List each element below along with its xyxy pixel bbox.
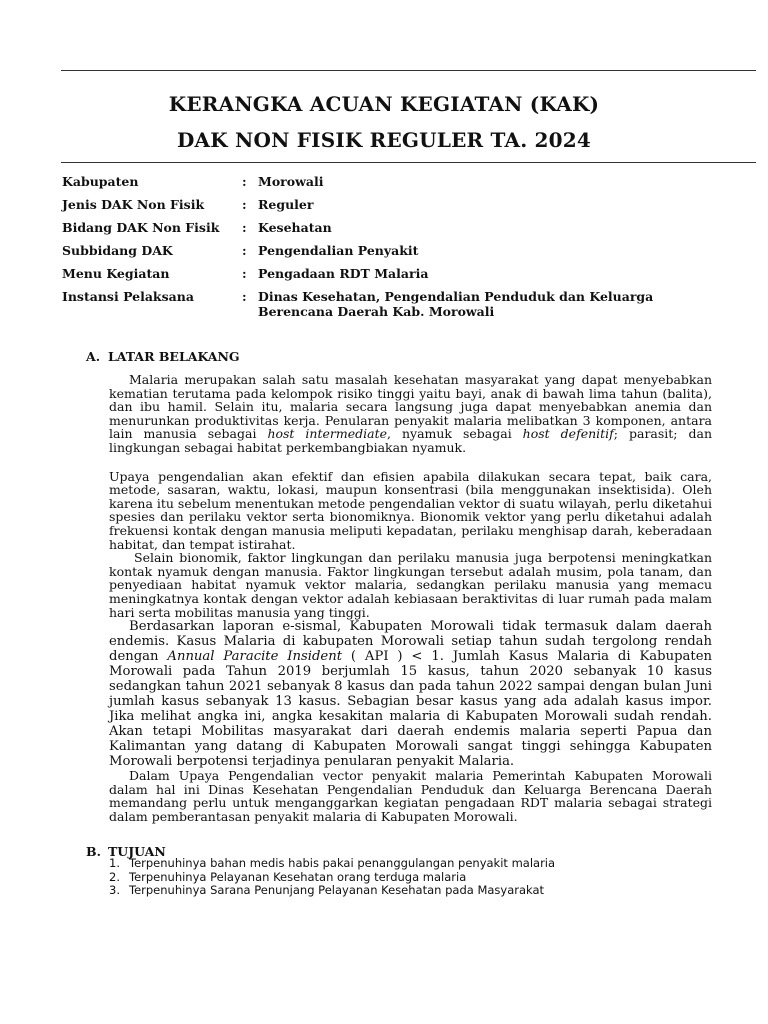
top-rule [61, 70, 756, 71]
meta-value: Pengendalian Penyakit [258, 243, 419, 258]
meta-row-subbidang [62, 243, 742, 266]
meta-row-menu [62, 266, 742, 289]
meta-label: Subbidang DAK [62, 243, 173, 258]
meta-table [62, 174, 742, 323]
meta-colon: : [242, 197, 247, 212]
header-rule [61, 162, 756, 163]
meta-row-kabupaten [62, 174, 742, 197]
paragraph-text: Malaria merupakan salah satu masalah kesehatan masyarakat yang dapat menyebabkan kematian terutama pada kelompok risiko tinggi yaitu bayi, anak di bawah lima tahun (balita), dan ibu hamil. Selain itu, malaria secara langsung juga dapat menyebabkan anemia dan menurunkan produktivitas kerja. Penularan penyakit malaria melibatkan 3 komponen, antara lain manusia sebagai [109, 372, 712, 442]
section-number: B. [86, 844, 101, 859]
meta-value-line2: Berencana Daerah Kab. Morowali [258, 304, 495, 319]
section-a-heading [86, 349, 240, 364]
paragraph-text: Berdasarkan laporan e-sismal, Kabupaten Morowali tidak termasuk dalam daerah endemis. Kasus Malaria di kabupaten Morowali setiap tahun sudah tergolong rendah dengan [109, 619, 712, 665]
meta-row-jenis [62, 197, 742, 220]
paragraph-text: ( API ) < 1. Jumlah Kasus Malaria di Kabupaten Morowali pada Tahun 2019 berjumlah 15 kasus, tahun 2020 sebanyak 10 kasus sedangkan tahun 2021 sebanyak 8 kasus dan pada tahun 2022 sampai dengan bulan Juni jumlah kasus sebanyak 13 kasus. Sebagian besar kasus yang ada adalah kasus impor. Jika melihat angka ini, angka kesakitan malaria di Kabupaten Morowali sudah rendah. Akan tetapi Mobilitas masyarakat dari daerah endemis malaria seperti Papua dan Kalimantan yang datang di Kabupaten Morowali sangat tinggi sehingga Kabupaten Morowali berpotensi terjadinya penularan penyakit Malaria. [109, 649, 712, 770]
meta-value: Pengadaan RDT Malaria [258, 266, 429, 281]
meta-colon: : [242, 220, 247, 235]
meta-value: Kesehatan [258, 220, 332, 235]
list-item [109, 884, 729, 898]
list-item [109, 857, 729, 871]
tujuan-list [109, 857, 729, 898]
meta-value [258, 289, 742, 323]
list-text: Terpenuhinya Sarana Penunjang Pelayanan Kesehatan pada Masyarakat [129, 883, 545, 897]
list-item [109, 871, 729, 885]
meta-row-bidang [62, 220, 742, 243]
meta-colon: : [242, 289, 247, 304]
meta-label: Bidang DAK Non Fisik [62, 220, 220, 235]
section-title: LATAR BELAKANG [108, 349, 240, 364]
paragraph-text: ; parasit; dan lingkungan sebagai habitat perkembangbiakan nyamuk. [109, 426, 712, 455]
list-number: 1. [109, 856, 120, 870]
paragraph-text: , nyamuk sebagai [387, 426, 523, 442]
meta-value: Reguler [258, 197, 314, 212]
meta-label: Menu Kegiatan [62, 266, 170, 281]
document-title: KERANGKA ACUAN KEGIATAN (KAK) [168, 92, 600, 116]
paragraph-4 [109, 619, 712, 769]
list-number: 2. [109, 869, 120, 884]
meta-label: Instansi Pelaksana [62, 289, 194, 304]
paragraph-2: Upaya pengendalian akan efektif dan efisien apabila dilakukan secara tepat, baik cara, metode, sasaran, waktu, lokasi, maupun konsentrasi (bila menggunakan insektisida). Oleh karena itu sebelum menentukan metode pengendalian vektor di suatu wilayah, perlu diketahui spesies dan perilaku vektor serta bionomiknya. Bionomik vektor yang perlu diketahui adalah frekuensi kontak dengan manusia meliputi kepadatan, perilaku menghisap darah, keberadaan habitat, dan tempat istirahat. [109, 468, 712, 552]
meta-value: Morowali [258, 174, 324, 189]
section-number: A. [86, 349, 101, 364]
section-a-body [109, 373, 712, 823]
paragraph-5: Dalam Upaya Pengendalian vector penyakit malaria Pemerintah Kabupaten Morowali dalam hal ini Dinas Kesehatan Pengendalian Penduduk dan Keluarga Berencana Daerah memandang perlu untuk menganggarkan kegiatan pengadaan RDT malaria sebagai strategi dalam pemberantasan penyakit malaria di Kabupaten Morowali. [109, 768, 712, 824]
list-text: Terpenuhinya bahan medis habis pakai penanggulangan penyakit malaria [129, 856, 556, 870]
paragraph-3: Selain bionomik, faktor lingkungan dan perilaku manusia juga berpotensi meningkatkan kontak nyamuk dengan manusia. Faktor lingkungan tersebut adalah musim, pola tanam, dan penyediaan habitat nyamuk vektor malaria, sedangkan perilaku manusia yang memacu meningkatnya kontak dengan vektor adalah kebiasaan beraktivitas di luar rumah pada malam hari serta mobilitas manusia yang tinggi. [109, 550, 712, 620]
list-number: 3. [109, 883, 120, 897]
list-text: Terpenuhinya Pelayanan Kesehatan orang terduga malaria [129, 869, 467, 884]
italic-term: Annual Paracite Insident [167, 649, 343, 665]
meta-value-line1: Dinas Kesehatan, Pengendalian Penduduk dan Keluarga [258, 289, 654, 304]
italic-term: host intermediate [267, 426, 387, 442]
meta-label: Jenis DAK Non Fisik [62, 197, 205, 212]
paragraph-1 [109, 373, 712, 455]
meta-colon: : [242, 266, 247, 281]
meta-row-instansi [62, 289, 742, 323]
italic-term: host defenitif [522, 426, 614, 442]
meta-colon: : [242, 243, 247, 258]
meta-colon: : [242, 174, 247, 189]
section-title: TUJUAN [108, 844, 166, 859]
meta-label: Kabupaten [62, 174, 139, 189]
document-subtitle: DAK NON FISIK REGULER TA. 2024 [176, 128, 592, 152]
